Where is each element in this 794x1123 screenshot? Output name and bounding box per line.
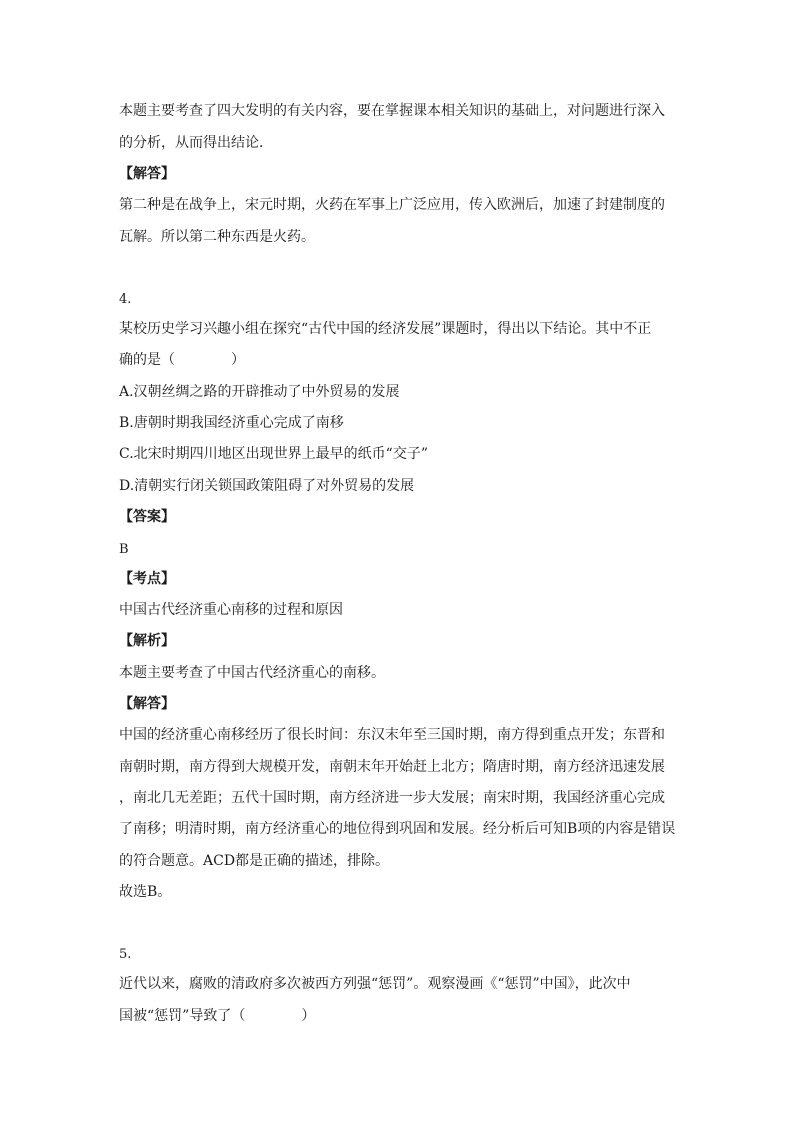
- analysis-line: 本题主要考查了四大发明的有关内容，要在掌握课本相关知识的基础上，对问题进行深入: [119, 103, 665, 119]
- answer-label: 【解答】: [119, 166, 175, 182]
- question-stem-line: 国被“惩罚”导致了（ ）: [119, 1008, 316, 1024]
- solution-line: 南朝时期，南方得到大规模开发，南朝末年开始赶上北方；隋唐时期，南方经济迅速发展: [119, 759, 665, 775]
- solution-line: 的符合题意。ACD都是正确的描述，排除。: [119, 853, 390, 869]
- solution-label: 【解答】: [119, 696, 175, 712]
- question-stem-line: 某校历史学习兴趣小组在探究“古代中国的经济发展”课题时，得出以下结论。其中不正: [119, 321, 652, 337]
- solution-line: 中国的经济重心南移经历了很长时间：东汉末年至三国时期，南方得到重点开发；东晋和: [119, 727, 665, 743]
- analysis-text: 本题主要考查了中国古代经济重心的南移。: [119, 665, 385, 681]
- question-number: 4.: [119, 292, 132, 307]
- answer-label: 【答案】: [119, 509, 175, 525]
- option-d: D.清朝实行闭关锁国政策阻碍了对外贸易的发展: [119, 478, 415, 494]
- answer-line: 瓦解。所以第二种东西是火药。: [119, 229, 315, 245]
- analysis-label: 【解析】: [119, 633, 175, 649]
- question-number: 5.: [119, 947, 132, 962]
- question-stem-line: 近代以来，腐败的清政府多次被西方列强“惩罚”。观察漫画《“惩罚”中国》，此次中: [119, 976, 631, 992]
- option-b: B.唐朝时期我国经济重心完成了南移: [119, 415, 344, 431]
- option-c: C.北宋时期四川地区出现世界上最早的纸币“交子”: [119, 446, 428, 462]
- answer-value: B: [119, 542, 129, 557]
- question-stem-line: 确的是（ ）: [119, 352, 245, 368]
- option-a: A.汉朝丝绸之路的开辟推动了中外贸易的发展: [119, 384, 400, 400]
- analysis-line: 的分析，从而得出结论.: [119, 135, 264, 151]
- point-value: 中国古代经济重心南移的过程和原因: [119, 602, 343, 618]
- solution-line: 故选B。: [119, 884, 172, 900]
- solution-line: ，南北几无差距；五代十国时期，南方经济进一步大发展；南宋时期，我国经济重心完成: [119, 790, 665, 806]
- answer-line: 第二种是在战争上，宋元时期，火药在军事上广泛应用，传入欧洲后，加速了封建制度的: [119, 197, 665, 213]
- solution-line: 了南移；明清时期，南方经济重心的地位得到巩固和发展。经分析后可知B项的内容是错误: [119, 821, 676, 837]
- point-label: 【考点】: [119, 571, 175, 587]
